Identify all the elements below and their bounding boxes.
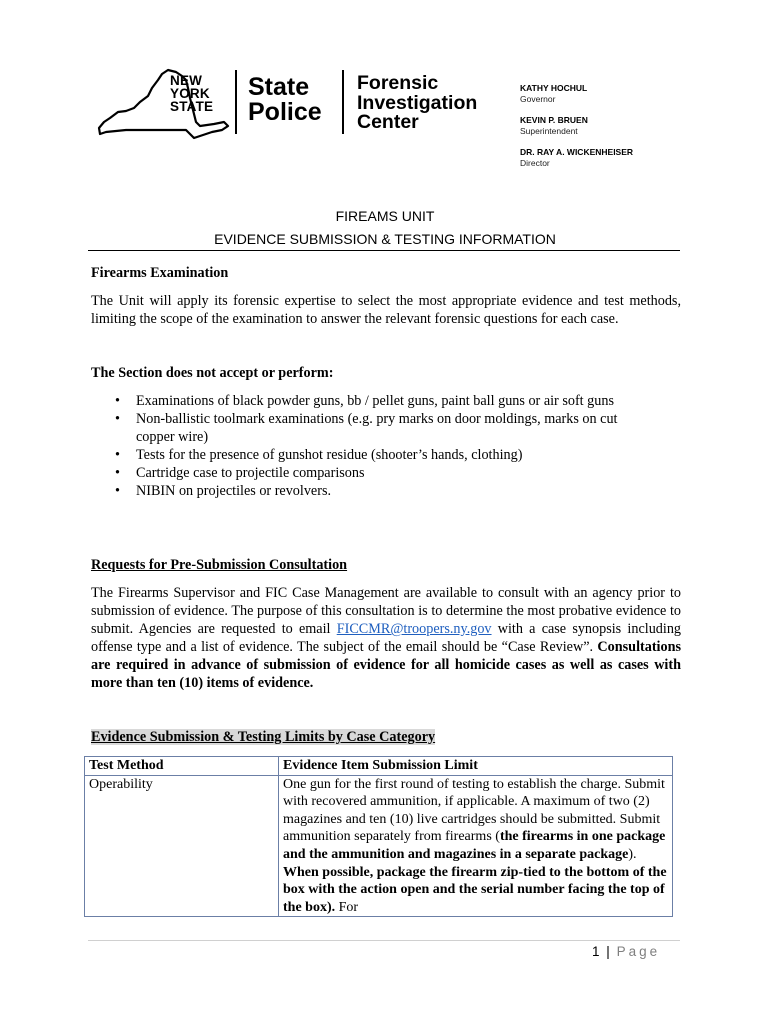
footer-rule	[88, 940, 680, 941]
unit-line: Forensic	[357, 72, 439, 94]
logo-line: NEW	[170, 73, 203, 88]
official-title: Governor	[520, 94, 556, 104]
column-header: Evidence Item Submission Limit	[279, 757, 673, 776]
table-header-row	[85, 757, 673, 776]
state-police-wordmark	[248, 75, 322, 125]
test-method-cell: Operability	[85, 775, 279, 917]
bullet-icon: •	[115, 411, 120, 427]
column-header: Test Method	[85, 757, 279, 776]
submission-limits-table	[84, 756, 673, 917]
official-name: DR. RAY A. WICKENHEISER	[520, 147, 634, 157]
forensic-investigation-center-wordmark	[357, 74, 477, 133]
unit-title: FIREAMS UNIT	[335, 208, 435, 224]
limits-heading: Evidence Submission & Testing Limits by Case Category	[91, 729, 436, 745]
title-underline	[88, 250, 680, 251]
list-item: • Cartridge case to projectile comparisons	[115, 465, 365, 481]
consult-heading: Requests for Pre-Submission Consultation	[91, 557, 348, 573]
bullet-icon: •	[115, 447, 120, 463]
officials-list	[520, 83, 633, 179]
unit-line: Center	[357, 111, 419, 133]
case-management-email-link[interactable]: FICCMR@troopers.ny.gov	[336, 621, 492, 637]
list-item: • Examinations of black powder guns, bb / pellet guns, paint ball guns or air soft guns	[115, 393, 614, 409]
list-item: • Non-ballistic toolmark examinations (e.g. pry marks on door moldings, marks on cut copper wire)	[115, 411, 618, 445]
not-accepted-list	[115, 392, 645, 500]
list-item: • Tests for the presence of gunshot residue (shooter’s hands, clothing)	[115, 447, 523, 463]
official-title: Director	[520, 158, 550, 168]
page-number: 1 | Page	[592, 944, 661, 959]
exam-body: The Unit will apply its forensic expertise to select the most appropriate evidence and test methods, limiting the scope of the examination to answer the relevant forensic questions for each case.	[91, 293, 681, 327]
logo-divider	[342, 70, 344, 134]
logo-line: STATE	[170, 99, 214, 114]
not-accepted-heading: The Section does not accept or perform:	[91, 365, 334, 381]
bullet-icon: •	[115, 465, 120, 481]
table-row	[85, 775, 673, 917]
logo-divider	[235, 70, 237, 134]
official-title: Superintendent	[520, 126, 578, 136]
submission-limit-cell: One gun for the first round of testing to establish the charge. Submit with recovered ammunition, if applicable. A maximum of two (2) magazines and ten (10) live cartridges should be submitted. Submit ammunition separately from firearms (the firearms in one package and the ammunition and magazines in a separate package). When possible, package the firearm zip-tied to the bottom of the box with the action open and the serial number facing the top of the box). For	[279, 775, 673, 917]
bullet-icon: •	[115, 393, 120, 409]
logo-line: YORK	[170, 86, 210, 101]
document-title: EVIDENCE SUBMISSION & TESTING INFORMATION	[214, 231, 556, 247]
agency-line: State	[248, 73, 310, 101]
bullet-icon: •	[115, 483, 120, 499]
agency-line: Police	[248, 98, 322, 126]
unit-line: Investigation	[357, 91, 478, 114]
new-york-state-wordmark	[170, 74, 213, 113]
list-item: • NIBIN on projectiles or revolvers.	[115, 483, 332, 499]
official-name: KATHY HOCHUL	[520, 83, 588, 93]
exam-heading: Firearms Examination	[91, 265, 229, 281]
official-name: KEVIN P. BRUEN	[520, 115, 588, 125]
consult-body: The Firearms Supervisor and FIC Case Management are available to consult with an agency prior to submission of evidence. The purpose of this consultation is to determine the most probative evidence to submit. Agencies are requested to email FICCMR@troopers.ny.gov with a case synopsis including offense type and a list of evidence. The subject of the email should be “Case Review”. Consultations are required in advance of submission of evidence for all homicide cases as well as cases with more than ten (10) items of evidence.	[91, 585, 682, 691]
